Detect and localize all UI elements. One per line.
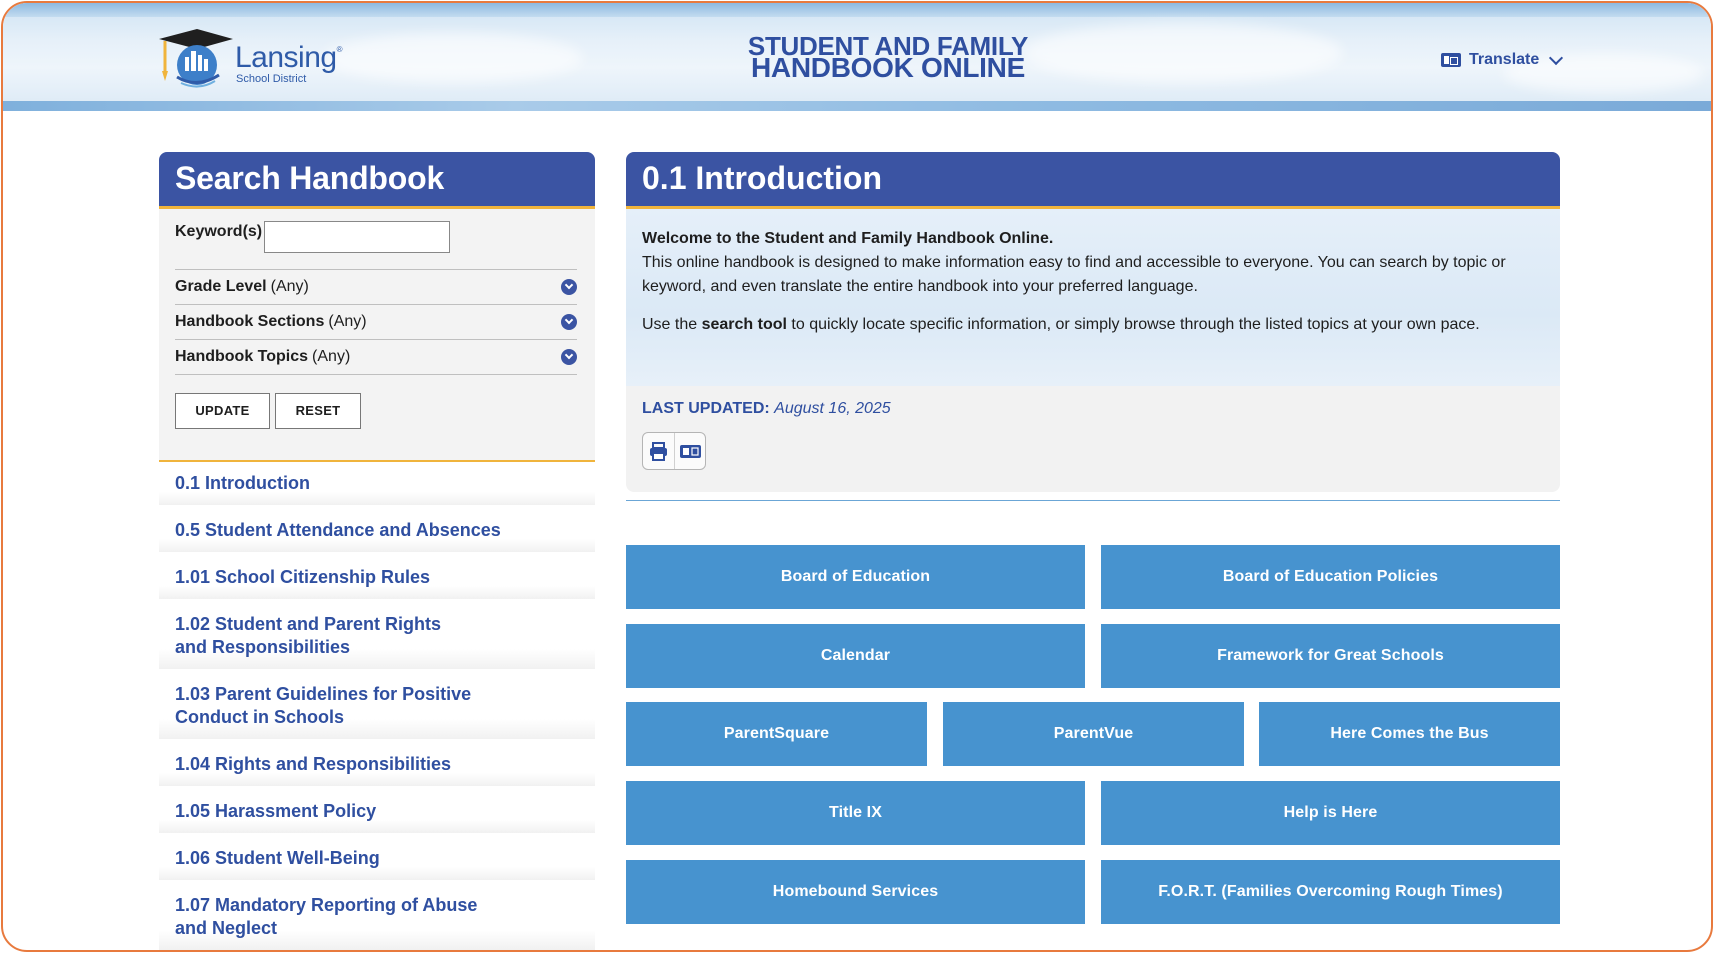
search-tip-paragraph: Use the search tool to quickly locate specific information, or simply browse through the listed topics at your own pace. bbox=[642, 316, 1480, 333]
grade-level-filter[interactable] bbox=[175, 269, 577, 304]
toc-item[interactable]: 1.07 Mandatory Reporting of Abuse and Neglect bbox=[159, 884, 595, 952]
filter-label: Grade Level bbox=[175, 278, 267, 295]
handbook-sections-filter[interactable] bbox=[175, 304, 577, 339]
handbook-toc bbox=[159, 462, 595, 952]
last-updated-date: August 16, 2025 bbox=[774, 400, 891, 417]
update-button[interactable]: UPDATE bbox=[175, 393, 270, 429]
toc-item[interactable]: 1.01 School Citizenship Rules bbox=[159, 556, 595, 603]
chevron-down-icon bbox=[1549, 50, 1563, 64]
filter-label: Handbook Sections bbox=[175, 313, 325, 330]
translate-button[interactable] bbox=[1441, 49, 1561, 71]
logo-subtitle: School District bbox=[236, 73, 307, 85]
translate-label: Translate bbox=[1469, 51, 1540, 68]
translate-icon bbox=[675, 433, 706, 469]
filter-value: (Any) bbox=[328, 313, 367, 330]
help-is-here-button[interactable]: Help is Here bbox=[1101, 781, 1560, 845]
print-button[interactable] bbox=[643, 433, 674, 469]
keyword-input[interactable] bbox=[264, 221, 450, 253]
page-tools bbox=[642, 432, 706, 470]
intro-section bbox=[626, 209, 1560, 386]
toc-item[interactable]: 1.04 Rights and Responsibilities bbox=[159, 743, 595, 790]
intro-paragraph: This online handbook is designed to make information easy to find and accessible to everyone. You can search by topic or keyword, and even translate the entire handbook into your preferred language. bbox=[642, 254, 1506, 295]
filter-value: (Any) bbox=[312, 348, 351, 365]
filter-value: (Any) bbox=[270, 278, 309, 295]
translate-page-button[interactable] bbox=[674, 433, 706, 469]
calendar-button[interactable]: Calendar bbox=[626, 624, 1085, 688]
graduation-cap-icon bbox=[157, 27, 235, 93]
toc-item[interactable]: 0.5 Student Attendance and Absences bbox=[159, 509, 595, 556]
printer-icon bbox=[643, 433, 674, 469]
toc-item[interactable]: 1.06 Student Well-Being bbox=[159, 837, 595, 884]
logo-name: Lansing® bbox=[235, 41, 342, 74]
board-of-education-button[interactable]: Board of Education bbox=[626, 545, 1085, 609]
filter-label: Handbook Topics bbox=[175, 348, 309, 365]
updated-section bbox=[626, 386, 1560, 492]
toc-item[interactable]: 1.05 Harassment Policy bbox=[159, 790, 595, 837]
main-content bbox=[626, 152, 1560, 492]
framework-button[interactable]: Framework for Great Schools bbox=[1101, 624, 1560, 688]
site-header bbox=[3, 3, 1711, 111]
here-comes-the-bus-button[interactable]: Here Comes the Bus bbox=[1259, 702, 1560, 766]
parentvue-button[interactable]: ParentVue bbox=[943, 702, 1244, 766]
search-panel-title: Search Handbook bbox=[159, 152, 595, 209]
section-divider bbox=[626, 500, 1560, 501]
translate-icon bbox=[1441, 53, 1461, 67]
last-updated-label: LAST UPDATED: bbox=[642, 400, 770, 417]
chevron-down-icon bbox=[561, 349, 577, 365]
site-title-line2: HANDBOOK ONLINE bbox=[751, 52, 1025, 83]
search-form bbox=[159, 209, 595, 462]
welcome-text: Welcome to the Student and Family Handbook Online. bbox=[642, 230, 1054, 247]
last-updated bbox=[642, 400, 1544, 418]
toc-item[interactable]: 1.02 Student and Parent Rights and Responsibilities bbox=[159, 603, 595, 673]
district-logo[interactable] bbox=[157, 27, 347, 93]
site-title-line1: STUDENT AND FAMILY bbox=[747, 31, 1029, 61]
title-ix-button[interactable]: Title IX bbox=[626, 781, 1085, 845]
page-frame bbox=[1, 1, 1713, 952]
chevron-down-icon bbox=[561, 314, 577, 330]
chevron-down-icon bbox=[561, 279, 577, 295]
page-title: 0.1 Introduction bbox=[626, 152, 1560, 209]
keyword-label: Keyword(s) bbox=[175, 223, 263, 240]
site-title bbox=[703, 31, 1073, 83]
reset-button[interactable]: RESET bbox=[275, 393, 361, 429]
homebound-services-button[interactable]: Homebound Services bbox=[626, 860, 1085, 924]
parentsquare-button[interactable]: ParentSquare bbox=[626, 702, 927, 766]
toc-item[interactable]: 0.1 Introduction bbox=[159, 462, 595, 509]
board-policies-button[interactable]: Board of Education Policies bbox=[1101, 545, 1560, 609]
search-panel bbox=[159, 152, 595, 952]
toc-item[interactable]: 1.03 Parent Guidelines for Positive Conduct in Schools bbox=[159, 673, 595, 743]
fort-button[interactable]: F.O.R.T. (Families Overcoming Rough Times) bbox=[1101, 860, 1560, 924]
handbook-topics-filter[interactable] bbox=[175, 339, 577, 375]
